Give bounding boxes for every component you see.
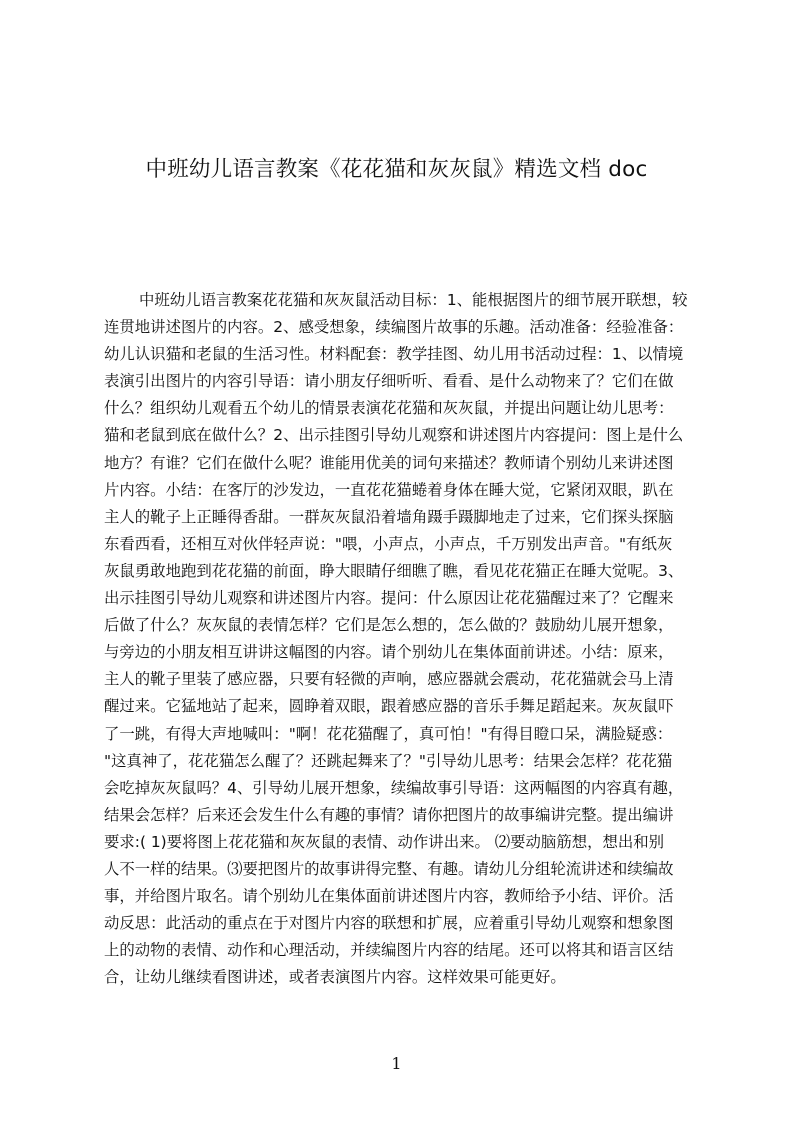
body-text-line: 主人的靴子里装了感应器，只要有轻微的声响，感应器就会震动，花花猫就会马上清 bbox=[104, 670, 674, 689]
page-number: 1 bbox=[391, 1054, 402, 1073]
body-text-line: 地方？有谁？它们在做什么呢？谁能用优美的词句来描述？教师请个别幼儿来讲述图 bbox=[104, 453, 674, 472]
body-text-line: 结果会怎样？后来还会发生什么有趣的事情？请你把图片的故事编讲完整。提出编讲 bbox=[104, 805, 674, 824]
body-text-line: 了一跳，有得大声地喊叫："啊！花花猫醒了，真可怕！"有得目瞪口呆，满脸疑惑： bbox=[104, 724, 673, 743]
document-title: 中班幼儿语言教案《花花猫和灰灰鼠》精选文档 doc bbox=[145, 157, 648, 183]
body-text-line: 会吃掉灰灰鼠吗？4、引导幼儿展开想象，续编故事引导语：这两幅图的内容真有趣， bbox=[104, 778, 684, 797]
body-text-line: 上的动物的表情、动作和心理活动，并续编图片内容的结尾。还可以将其和语言区结 bbox=[104, 941, 674, 960]
body-text-line: 什么？组织幼儿观看五个幼儿的情景表演花花猫和灰灰鼠，并提出问题让幼儿思考： bbox=[104, 399, 674, 418]
body-text-line: 要求:( 1)要将图上花花猫和灰灰鼠的表情、动作讲出来。 ⑵要动脑筋想，想出和别 bbox=[104, 832, 665, 851]
body-text-line: 幼儿认识猫和老鼠的生活习性。材料配套：教学挂图、幼儿用书活动过程：1、以情境 bbox=[104, 345, 684, 364]
body-text-line: 合，让幼儿继续看图讲述，或者表演图片内容。这样效果可能更好。 bbox=[104, 968, 566, 987]
body-text-line: 醒过来。它猛地站了起来，圆睁着双眼，跟着感应器的音乐手舞足蹈起来。灰灰鼠吓 bbox=[104, 697, 674, 716]
body-text-line: 人不一样的结果。⑶要把图片的故事讲得完整、有趣。请幼儿分组轮流讲述和续编故 bbox=[104, 859, 674, 878]
document-body bbox=[104, 287, 699, 1007]
body-text-line: 灰鼠勇敢地跑到花花猫的前面，睁大眼睛仔细瞧了瞧，看见花花猫正在睡大觉呢。3、 bbox=[104, 561, 684, 580]
body-text-line: 动反思：此活动的重点在于对图片内容的联想和扩展，应着重引导幼儿观察和想象图 bbox=[104, 914, 674, 933]
body-text-line: "这真神了，花花猫怎么醒了？还跳起舞来了？"引导幼儿思考：结果会怎样？花花猫 bbox=[104, 751, 673, 770]
body-text-line: 出示挂图引导幼儿观察和讲述图片内容。提问：什么原因让花花猫醒过来了？它醒来 bbox=[104, 589, 674, 608]
body-text-line: 片内容。小结：在客厅的沙发边，一直花花猫蜷着身体在睡大觉，它紧闭双眼，趴在 bbox=[104, 480, 674, 499]
body-text-line: 中班幼儿语言教案花花猫和灰灰鼠活动目标：1、能根据图片的细节展开联想，较 bbox=[139, 291, 688, 309]
body-text-line: 猫和老鼠到底在做什么？2、出示挂图引导幼儿观察和讲述图片内容提问：图上是什么 bbox=[104, 426, 684, 445]
body-text-line: 事，并给图片取名。请个别幼儿在集体面前讲述图片内容，教师给予小结、评价。活 bbox=[104, 887, 674, 906]
body-text-line: 东看西看，还相互对伙伴轻声说："喂，小声点，小声点，千万别发出声音。"有纸灰 bbox=[104, 534, 673, 553]
body-text-line: 主人的靴子上正睡得香甜。一群灰灰鼠沿着墙角蹑手蹑脚地走了过来，它们探头探脑 bbox=[104, 507, 674, 526]
body-text-line: 与旁边的小朋友相互讲讲这幅图的内容。请个别幼儿在集体面前讲述。小结：原来， bbox=[104, 643, 674, 662]
body-text-line: 连贯地讲述图片的内容。2、感受想象，续编图片故事的乐趣。活动准备：经验准备： bbox=[104, 318, 684, 337]
body-text-line: 表演引出图片的内容引导语：请小朋友仔细听听、看看、是什么动物来了？它们在做 bbox=[104, 372, 674, 391]
body-text-line: 后做了什么？灰灰鼠的表情怎样？它们是怎么想的，怎么做的？鼓励幼儿展开想象， bbox=[104, 616, 674, 635]
